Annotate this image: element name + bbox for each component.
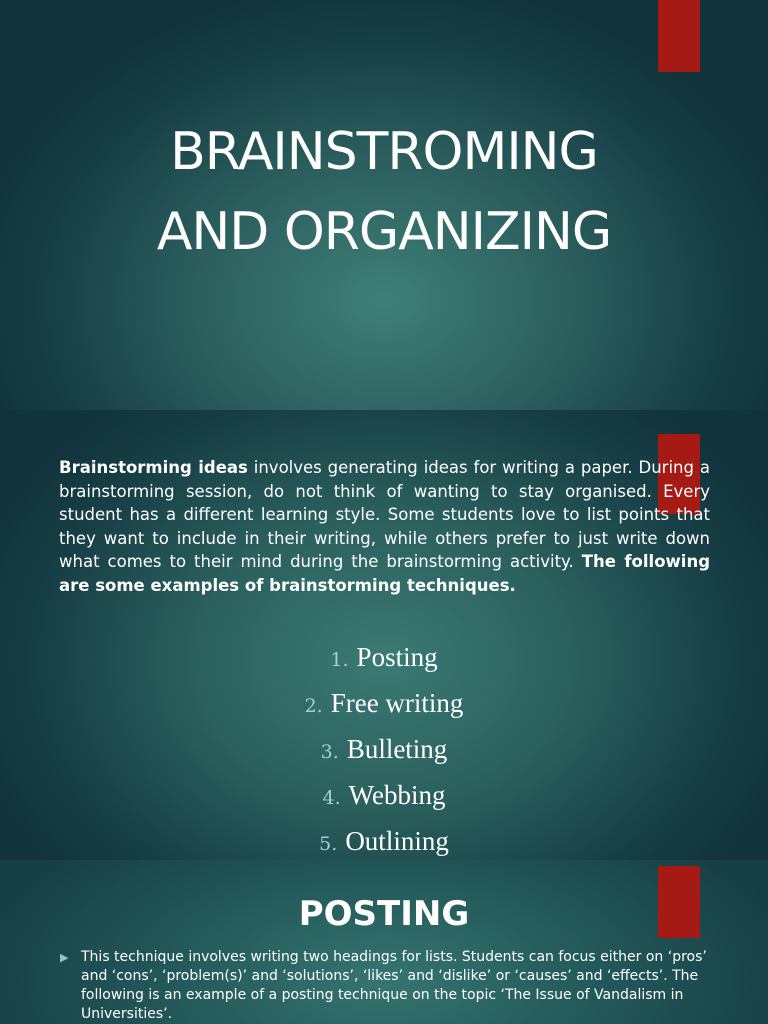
triangle-bullet-icon: ▶ xyxy=(60,951,69,964)
brainstorming-slide xyxy=(0,410,768,860)
title-line-2: AND ORGANIZING xyxy=(156,202,612,262)
list-number: 1. xyxy=(330,649,349,671)
technique-list xyxy=(0,634,768,860)
bullet-item xyxy=(60,948,710,1024)
posting-slide xyxy=(0,860,768,1024)
list-number: 2. xyxy=(304,695,323,717)
list-item xyxy=(0,818,768,860)
list-number: 5. xyxy=(319,833,338,855)
paragraph-body: involves generating ideas for writing a paper. During a brainstorming session, do not think of wanting to stay organised. Every student has a different learning style. Some students love to list points that they want to include in their writing, while others prefer to just write down what comes to their mind during the brainstorming activity. xyxy=(59,458,710,571)
list-item xyxy=(0,726,768,772)
list-item xyxy=(0,772,768,818)
list-number: 3. xyxy=(320,741,339,763)
title-line-1: BRAINSTROMING xyxy=(170,122,598,182)
list-item xyxy=(0,680,768,726)
intro-paragraph xyxy=(59,456,710,597)
list-number: 4. xyxy=(322,787,341,809)
list-item-text: Free writing xyxy=(330,688,464,718)
bullet-text: This technique involves writing two headings for lists. Students can focus either on ‘pros’ and ‘cons’, ‘problem(s)’ and ‘solutions’, ‘likes’ and ‘dislike’ or ‘causes’ and ‘effects’. The following is an example of a posting technique on the topic ‘The Issue of Vandalism in Universities’. xyxy=(81,949,707,1022)
accent-bar xyxy=(658,0,700,72)
title-slide xyxy=(0,0,768,410)
slide-title xyxy=(0,112,768,272)
list-item-text: Posting xyxy=(356,642,438,672)
paragraph-bold-closing: The following are some examples of brainstorming techniques. xyxy=(59,552,711,595)
list-item-text: Webbing xyxy=(348,780,446,810)
list-item-text: Outlining xyxy=(345,826,449,856)
paragraph-bold-lead: Brainstorming ideas xyxy=(59,458,248,477)
posting-heading: POSTING xyxy=(298,894,470,934)
list-item-text: Bulleting xyxy=(346,734,448,764)
list-item xyxy=(0,634,768,680)
